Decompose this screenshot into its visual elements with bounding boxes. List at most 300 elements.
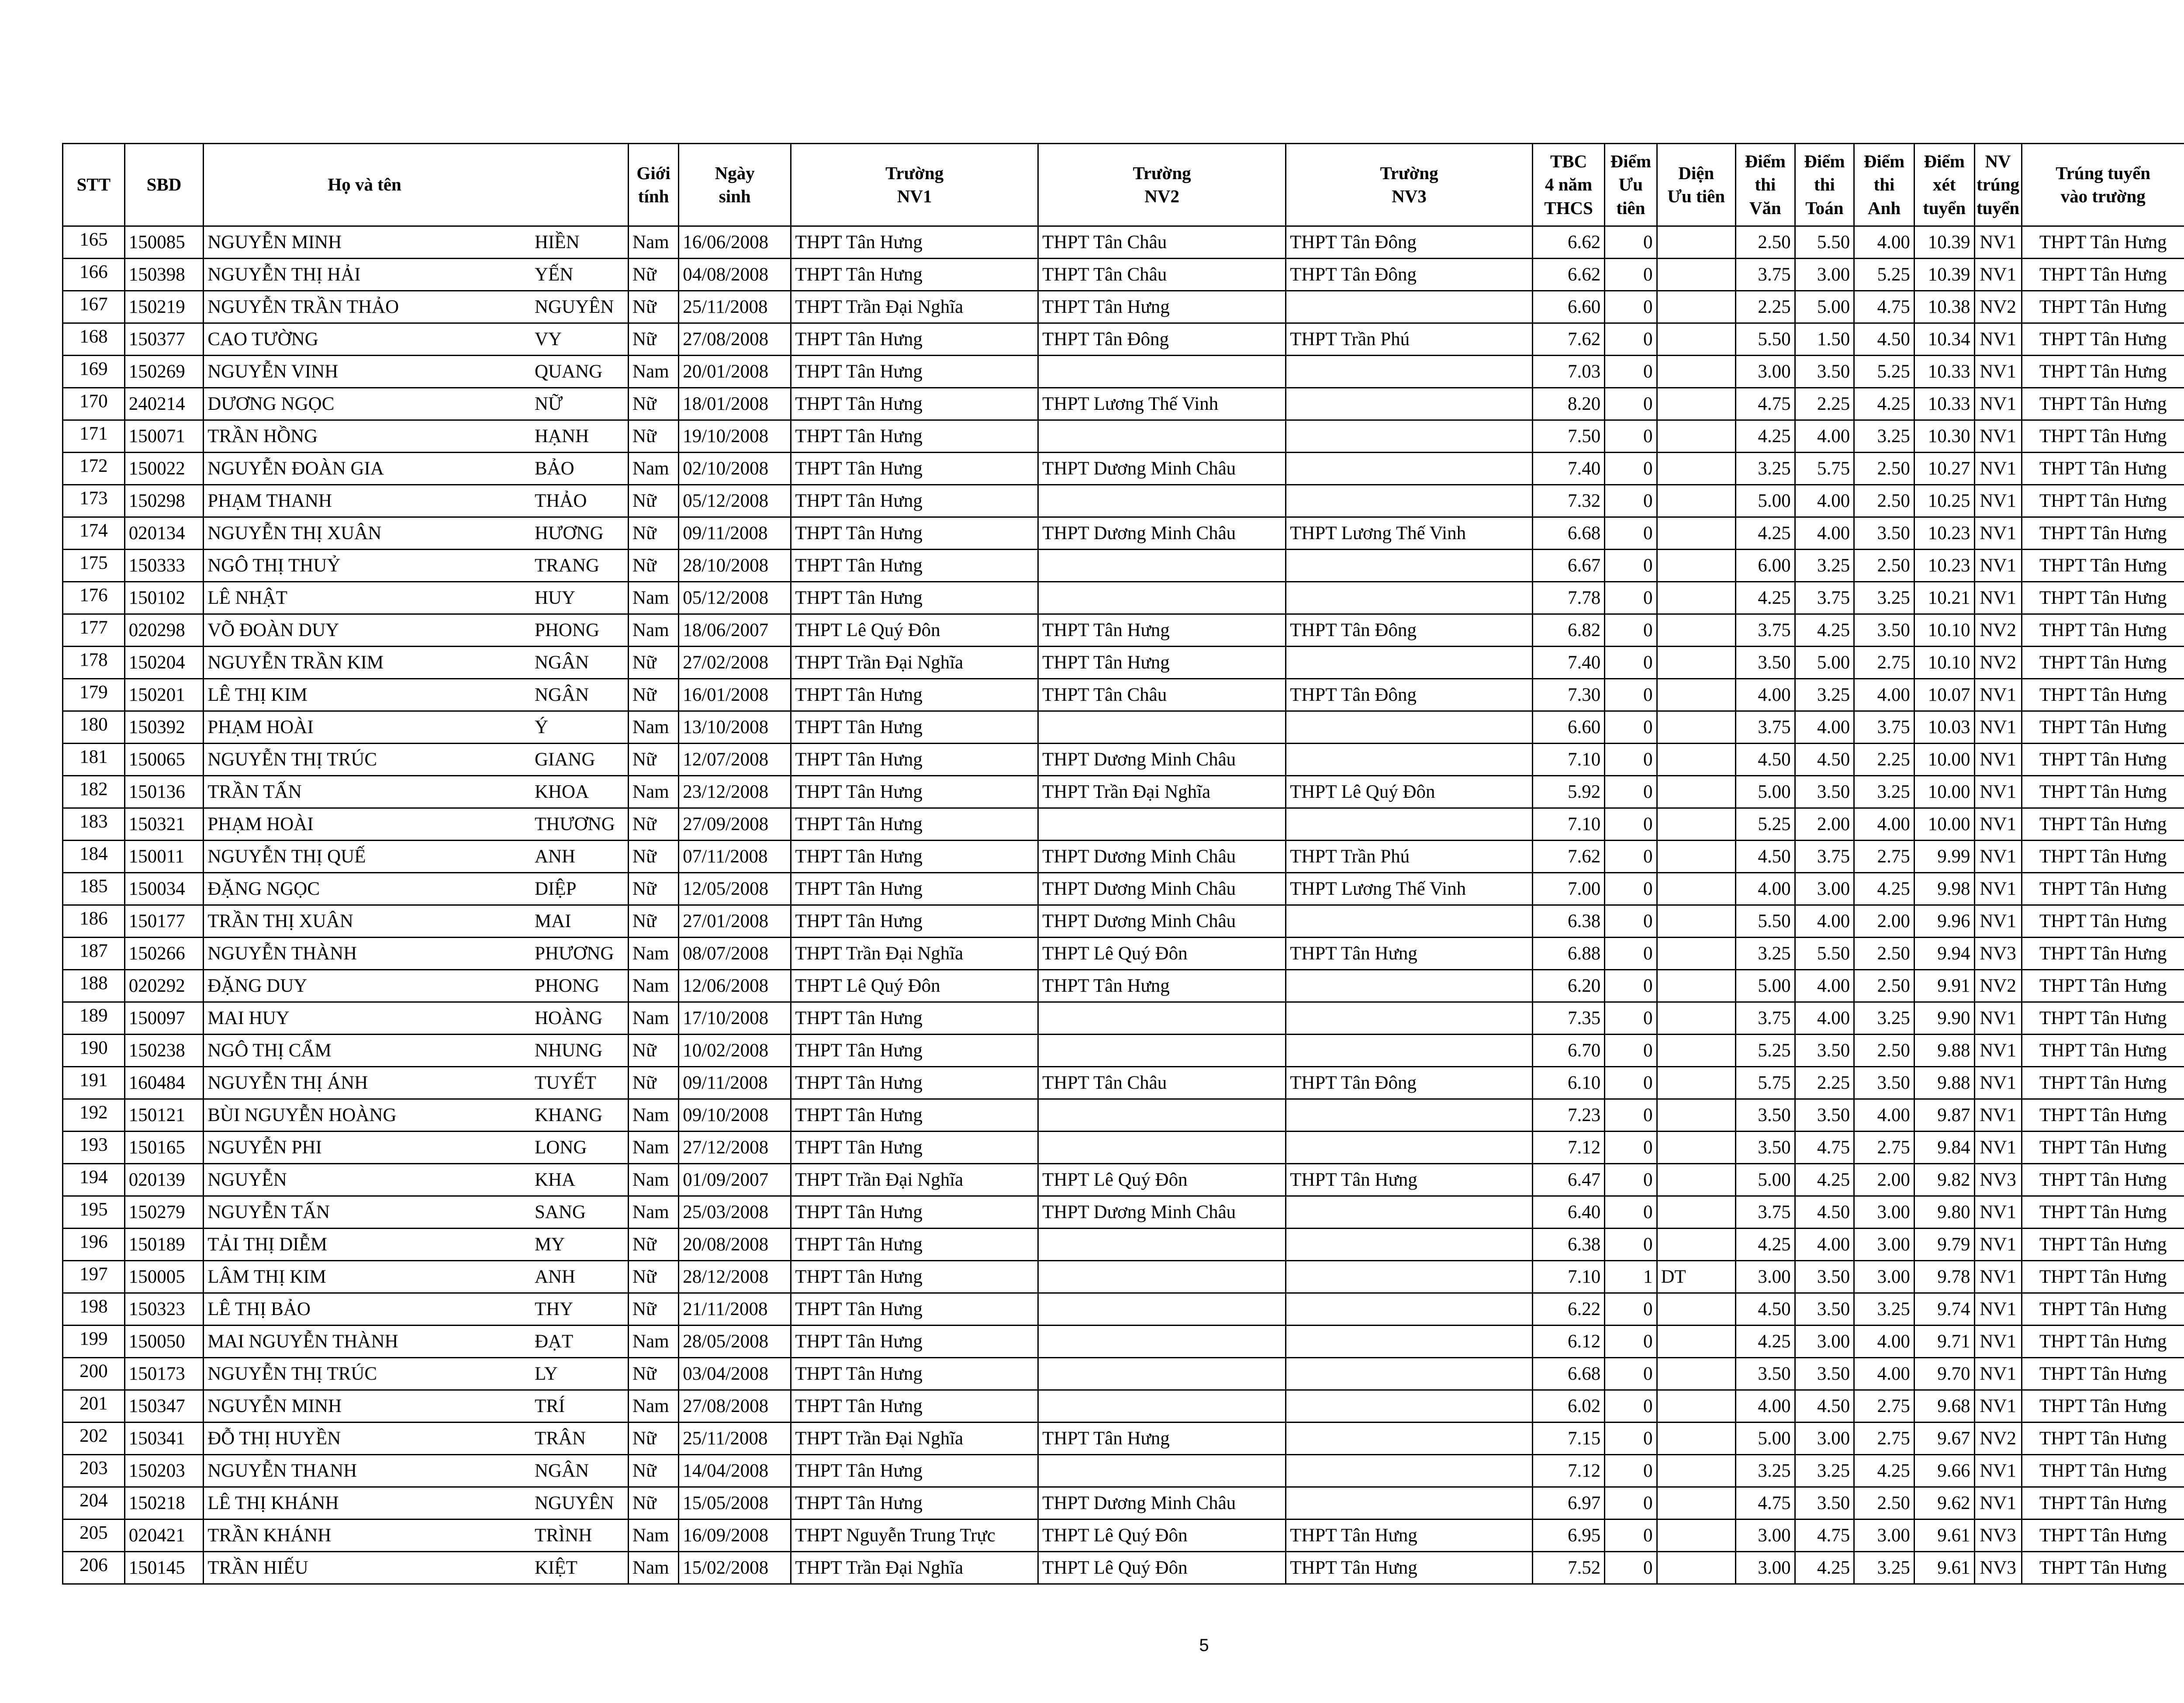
cell-gpa: 7.30 bbox=[1533, 679, 1605, 711]
cell-school-choice-1: THPT Trần Đại Nghĩa bbox=[791, 1164, 1038, 1196]
cell-admission-score: 9.88 bbox=[1914, 1035, 1974, 1067]
cell-candidate-id: 150050 bbox=[124, 1326, 203, 1358]
cell-family-and-middle-name: NGUYỄN THỊ TRÚC bbox=[204, 744, 525, 776]
cell-school-choice-3 bbox=[1286, 905, 1533, 938]
table-row bbox=[63, 388, 2184, 420]
cell-literature-score: 3.00 bbox=[1735, 1520, 1795, 1552]
cell-admitted-choice: NV2 bbox=[1974, 647, 2022, 679]
header-priority-category: Diện Ưu tiên bbox=[1657, 144, 1735, 226]
cell-priority-category bbox=[1657, 1229, 1735, 1261]
cell-math-score: 3.25 bbox=[1795, 550, 1854, 582]
cell-admitted-school: THPT Tân Hưng bbox=[2022, 776, 2184, 808]
cell-admitted-school: THPT Tân Hưng bbox=[2022, 744, 2184, 776]
cell-gender: Nữ bbox=[629, 744, 679, 776]
cell-math-score: 3.50 bbox=[1795, 1358, 1854, 1390]
cell-english-score: 2.75 bbox=[1854, 841, 1914, 873]
cell-given-name: GIANG bbox=[525, 744, 629, 776]
cell-candidate-id: 150333 bbox=[124, 550, 203, 582]
cell-priority-score: 0 bbox=[1605, 582, 1657, 614]
header-admitted-school: Trúng tuyển vào trường bbox=[2022, 144, 2184, 226]
cell-row-number: 191 bbox=[63, 1067, 125, 1099]
cell-priority-category bbox=[1657, 744, 1735, 776]
cell-english-score: 3.00 bbox=[1854, 1229, 1914, 1261]
cell-gender: Nam bbox=[629, 1552, 679, 1584]
cell-given-name: LY bbox=[525, 1358, 629, 1390]
cell-priority-score: 0 bbox=[1605, 1132, 1657, 1164]
cell-priority-category bbox=[1657, 873, 1735, 905]
cell-gpa: 6.82 bbox=[1533, 614, 1605, 647]
cell-school-choice-1: THPT Tân Hưng bbox=[791, 1390, 1038, 1423]
cell-school-choice-1: THPT Tân Hưng bbox=[791, 226, 1038, 259]
cell-admitted-school: THPT Tân Hưng bbox=[2022, 679, 2184, 711]
cell-priority-category bbox=[1657, 841, 1735, 873]
cell-family-and-middle-name: NGUYỄN THANH bbox=[204, 1455, 525, 1487]
cell-candidate-id: 150145 bbox=[124, 1552, 203, 1584]
cell-candidate-id: 150341 bbox=[124, 1423, 203, 1455]
cell-admitted-school: THPT Tân Hưng bbox=[2022, 808, 2184, 841]
cell-gender: Nữ bbox=[629, 259, 679, 291]
cell-math-score: 4.00 bbox=[1795, 517, 1854, 550]
cell-admitted-school: THPT Tân Hưng bbox=[2022, 1423, 2184, 1455]
header-name-given bbox=[525, 144, 629, 226]
header-dob: Ngày sinh bbox=[679, 144, 791, 226]
table-row bbox=[63, 1229, 2184, 1261]
cell-school-choice-3: THPT Lương Thế Vinh bbox=[1286, 873, 1533, 905]
cell-priority-score: 0 bbox=[1605, 259, 1657, 291]
cell-admitted-choice: NV1 bbox=[1974, 1487, 2022, 1520]
header-stt: STT bbox=[63, 144, 125, 226]
cell-math-score: 5.50 bbox=[1795, 226, 1854, 259]
cell-row-number: 203 bbox=[63, 1455, 125, 1487]
cell-priority-score: 0 bbox=[1605, 1002, 1657, 1035]
cell-school-choice-2 bbox=[1038, 1455, 1286, 1487]
cell-admitted-school: THPT Tân Hưng bbox=[2022, 485, 2184, 517]
cell-candidate-id: 020134 bbox=[124, 517, 203, 550]
cell-priority-category bbox=[1657, 1132, 1735, 1164]
cell-school-choice-2 bbox=[1038, 485, 1286, 517]
cell-literature-score: 4.50 bbox=[1735, 841, 1795, 873]
cell-date-of-birth: 05/12/2008 bbox=[679, 582, 791, 614]
table-body bbox=[63, 226, 2184, 1584]
cell-admitted-choice: NV1 bbox=[1974, 744, 2022, 776]
cell-school-choice-2: THPT Lê Quý Đôn bbox=[1038, 938, 1286, 970]
header-math: Điểm thi Toán bbox=[1795, 144, 1854, 226]
cell-school-choice-2: THPT Lê Quý Đôn bbox=[1038, 1552, 1286, 1584]
header-nv3: Trường NV3 bbox=[1286, 144, 1533, 226]
cell-school-choice-1: THPT Tân Hưng bbox=[791, 1035, 1038, 1067]
cell-admitted-school: THPT Tân Hưng bbox=[2022, 582, 2184, 614]
cell-row-number: 179 bbox=[63, 679, 125, 711]
cell-admitted-choice: NV1 bbox=[1974, 1326, 2022, 1358]
cell-math-score: 4.00 bbox=[1795, 1002, 1854, 1035]
table-row bbox=[63, 259, 2184, 291]
cell-math-score: 3.75 bbox=[1795, 582, 1854, 614]
cell-row-number: 190 bbox=[63, 1035, 125, 1067]
cell-gpa: 6.62 bbox=[1533, 259, 1605, 291]
cell-english-score: 3.00 bbox=[1854, 1261, 1914, 1293]
cell-admission-score: 10.30 bbox=[1914, 420, 1974, 453]
cell-admitted-school: THPT Tân Hưng bbox=[2022, 420, 2184, 453]
cell-given-name: HẠNH bbox=[525, 420, 629, 453]
cell-school-choice-3 bbox=[1286, 1229, 1533, 1261]
cell-school-choice-2 bbox=[1038, 808, 1286, 841]
cell-admitted-school: THPT Tân Hưng bbox=[2022, 323, 2184, 356]
cell-gpa: 7.50 bbox=[1533, 420, 1605, 453]
cell-school-choice-3: THPT Tân Hưng bbox=[1286, 1520, 1533, 1552]
cell-family-and-middle-name: TRẦN HIẾU bbox=[204, 1552, 525, 1584]
cell-row-number: 170 bbox=[63, 388, 125, 420]
cell-row-number: 183 bbox=[63, 808, 125, 841]
table-row bbox=[63, 550, 2184, 582]
cell-candidate-id: 150005 bbox=[124, 1261, 203, 1293]
header-english: Điểm thi Anh bbox=[1854, 144, 1914, 226]
cell-admitted-choice: NV1 bbox=[1974, 1035, 2022, 1067]
cell-family-and-middle-name: NGUYỄN MINH bbox=[204, 1390, 525, 1423]
cell-family-and-middle-name: LÊ THỊ BẢO bbox=[204, 1293, 525, 1326]
table-row bbox=[63, 1326, 2184, 1358]
cell-literature-score: 3.50 bbox=[1735, 1358, 1795, 1390]
cell-literature-score: 5.00 bbox=[1735, 970, 1795, 1002]
cell-candidate-id: 150136 bbox=[124, 776, 203, 808]
cell-date-of-birth: 03/04/2008 bbox=[679, 1358, 791, 1390]
table-row bbox=[63, 711, 2184, 744]
cell-literature-score: 3.25 bbox=[1735, 453, 1795, 485]
cell-admitted-choice: NV1 bbox=[1974, 550, 2022, 582]
cell-given-name: PHONG bbox=[525, 970, 629, 1002]
cell-gender: Nam bbox=[629, 356, 679, 388]
cell-priority-category bbox=[1657, 614, 1735, 647]
cell-admitted-school: THPT Tân Hưng bbox=[2022, 453, 2184, 485]
cell-english-score: 2.25 bbox=[1854, 744, 1914, 776]
table-row bbox=[63, 1196, 2184, 1229]
cell-date-of-birth: 12/06/2008 bbox=[679, 970, 791, 1002]
cell-priority-category bbox=[1657, 453, 1735, 485]
cell-school-choice-3 bbox=[1286, 1326, 1533, 1358]
cell-priority-category bbox=[1657, 808, 1735, 841]
cell-school-choice-3: THPT Tân Đông bbox=[1286, 679, 1533, 711]
cell-priority-score: 0 bbox=[1605, 1423, 1657, 1455]
cell-date-of-birth: 28/12/2008 bbox=[679, 1261, 791, 1293]
cell-school-choice-1: THPT Tân Hưng bbox=[791, 259, 1038, 291]
cell-school-choice-1: THPT Lê Quý Đôn bbox=[791, 970, 1038, 1002]
cell-priority-category bbox=[1657, 647, 1735, 679]
cell-school-choice-1: THPT Lê Quý Đôn bbox=[791, 614, 1038, 647]
cell-gpa: 7.35 bbox=[1533, 1002, 1605, 1035]
cell-priority-category bbox=[1657, 226, 1735, 259]
cell-date-of-birth: 27/02/2008 bbox=[679, 647, 791, 679]
cell-school-choice-3 bbox=[1286, 550, 1533, 582]
cell-admission-score: 9.79 bbox=[1914, 1229, 1974, 1261]
cell-school-choice-1: THPT Tân Hưng bbox=[791, 420, 1038, 453]
cell-school-choice-2: THPT Dương Minh Châu bbox=[1038, 1487, 1286, 1520]
cell-given-name: THY bbox=[525, 1293, 629, 1326]
cell-school-choice-1: THPT Tân Hưng bbox=[791, 453, 1038, 485]
table-row bbox=[63, 1487, 2184, 1520]
cell-admitted-school: THPT Tân Hưng bbox=[2022, 970, 2184, 1002]
cell-candidate-id: 020139 bbox=[124, 1164, 203, 1196]
cell-row-number: 204 bbox=[63, 1487, 125, 1520]
cell-school-choice-3: THPT Tân Đông bbox=[1286, 1067, 1533, 1099]
cell-row-number: 167 bbox=[63, 291, 125, 323]
cell-literature-score: 5.50 bbox=[1735, 323, 1795, 356]
cell-gender: Nam bbox=[629, 776, 679, 808]
cell-family-and-middle-name: NGUYỄN TẤN bbox=[204, 1196, 525, 1229]
table-row bbox=[63, 808, 2184, 841]
cell-school-choice-3 bbox=[1286, 647, 1533, 679]
cell-math-score: 4.50 bbox=[1795, 1390, 1854, 1423]
cell-family-and-middle-name: ĐẶNG NGỌC bbox=[204, 873, 525, 905]
cell-row-number: 176 bbox=[63, 582, 125, 614]
cell-family-and-middle-name: NGUYỄN THỊ QUẾ bbox=[204, 841, 525, 873]
cell-admission-score: 10.34 bbox=[1914, 323, 1974, 356]
cell-gender: Nữ bbox=[629, 1293, 679, 1326]
cell-priority-category bbox=[1657, 1487, 1735, 1520]
cell-admitted-school: THPT Tân Hưng bbox=[2022, 1002, 2184, 1035]
cell-admitted-choice: NV3 bbox=[1974, 1164, 2022, 1196]
cell-english-score: 2.50 bbox=[1854, 1035, 1914, 1067]
cell-school-choice-1: THPT Tân Hưng bbox=[791, 582, 1038, 614]
table-row bbox=[63, 1455, 2184, 1487]
cell-priority-score: 0 bbox=[1605, 776, 1657, 808]
cell-row-number: 172 bbox=[63, 453, 125, 485]
cell-admitted-choice: NV1 bbox=[1974, 453, 2022, 485]
cell-school-choice-3: THPT Tân Hưng bbox=[1286, 1164, 1533, 1196]
cell-admission-score: 10.00 bbox=[1914, 744, 1974, 776]
cell-admission-score: 10.33 bbox=[1914, 356, 1974, 388]
cell-candidate-id: 150011 bbox=[124, 841, 203, 873]
cell-family-and-middle-name: NGUYỄN THÀNH bbox=[204, 938, 525, 970]
cell-admitted-choice: NV1 bbox=[1974, 1293, 2022, 1326]
cell-gpa: 6.60 bbox=[1533, 291, 1605, 323]
cell-english-score: 2.50 bbox=[1854, 938, 1914, 970]
cell-literature-score: 3.25 bbox=[1735, 1455, 1795, 1487]
cell-english-score: 4.00 bbox=[1854, 226, 1914, 259]
cell-admitted-choice: NV1 bbox=[1974, 1196, 2022, 1229]
cell-date-of-birth: 18/06/2007 bbox=[679, 614, 791, 647]
cell-school-choice-2: THPT Dương Minh Châu bbox=[1038, 841, 1286, 873]
cell-row-number: 188 bbox=[63, 970, 125, 1002]
cell-math-score: 3.25 bbox=[1795, 1455, 1854, 1487]
cell-row-number: 182 bbox=[63, 776, 125, 808]
cell-admitted-school: THPT Tân Hưng bbox=[2022, 517, 2184, 550]
cell-math-score: 3.50 bbox=[1795, 1099, 1854, 1132]
cell-gpa: 6.70 bbox=[1533, 1035, 1605, 1067]
table-row bbox=[63, 841, 2184, 873]
cell-row-number: 178 bbox=[63, 647, 125, 679]
cell-school-choice-1: THPT Tân Hưng bbox=[791, 485, 1038, 517]
cell-admission-score: 9.70 bbox=[1914, 1358, 1974, 1390]
cell-row-number: 177 bbox=[63, 614, 125, 647]
cell-family-and-middle-name: NGUYỄN TRẦN KIM bbox=[204, 647, 525, 679]
cell-gpa: 7.10 bbox=[1533, 808, 1605, 841]
cell-family-and-middle-name: MAI NGUYỄN THÀNH bbox=[204, 1326, 525, 1358]
cell-admitted-school: THPT Tân Hưng bbox=[2022, 1132, 2184, 1164]
cell-candidate-id: 150071 bbox=[124, 420, 203, 453]
table-row bbox=[63, 1164, 2184, 1196]
cell-admitted-school: THPT Tân Hưng bbox=[2022, 1261, 2184, 1293]
table-row bbox=[63, 970, 2184, 1002]
cell-admission-score: 9.68 bbox=[1914, 1390, 1974, 1423]
cell-family-and-middle-name: CAO TƯỜNG bbox=[204, 323, 525, 356]
cell-literature-score: 3.00 bbox=[1735, 356, 1795, 388]
cell-admission-score: 10.10 bbox=[1914, 614, 1974, 647]
cell-given-name: HOÀNG bbox=[525, 1002, 629, 1035]
cell-family-and-middle-name: NGUYỄN THỊ HẢI bbox=[204, 259, 525, 291]
table-row bbox=[63, 1390, 2184, 1423]
cell-english-score: 4.00 bbox=[1854, 1326, 1914, 1358]
cell-admitted-school: THPT Tân Hưng bbox=[2022, 1326, 2184, 1358]
cell-date-of-birth: 04/08/2008 bbox=[679, 259, 791, 291]
cell-school-choice-3 bbox=[1286, 1132, 1533, 1164]
cell-priority-score: 0 bbox=[1605, 1390, 1657, 1423]
cell-candidate-id: 240214 bbox=[124, 388, 203, 420]
cell-english-score: 5.25 bbox=[1854, 356, 1914, 388]
cell-priority-category bbox=[1657, 259, 1735, 291]
cell-gpa: 7.62 bbox=[1533, 841, 1605, 873]
cell-gpa: 6.22 bbox=[1533, 1293, 1605, 1326]
cell-literature-score: 5.75 bbox=[1735, 1067, 1795, 1099]
cell-school-choice-2: THPT Tân Châu bbox=[1038, 259, 1286, 291]
table-row bbox=[63, 1002, 2184, 1035]
cell-school-choice-1: THPT Tân Hưng bbox=[791, 841, 1038, 873]
cell-math-score: 3.50 bbox=[1795, 356, 1854, 388]
cell-school-choice-2: THPT Tân Châu bbox=[1038, 679, 1286, 711]
cell-priority-score: 0 bbox=[1605, 1487, 1657, 1520]
cell-literature-score: 3.50 bbox=[1735, 1132, 1795, 1164]
cell-math-score: 4.25 bbox=[1795, 1164, 1854, 1196]
cell-admitted-school: THPT Tân Hưng bbox=[2022, 1552, 2184, 1584]
cell-literature-score: 2.25 bbox=[1735, 291, 1795, 323]
cell-row-number: 166 bbox=[63, 259, 125, 291]
cell-given-name: ĐẠT bbox=[525, 1326, 629, 1358]
cell-english-score: 4.25 bbox=[1854, 873, 1914, 905]
cell-school-choice-2 bbox=[1038, 1358, 1286, 1390]
cell-gender: Nữ bbox=[629, 1067, 679, 1099]
cell-candidate-id: 150321 bbox=[124, 808, 203, 841]
cell-school-choice-3 bbox=[1286, 388, 1533, 420]
cell-school-choice-2: THPT Tân Hưng bbox=[1038, 291, 1286, 323]
cell-row-number: 198 bbox=[63, 1293, 125, 1326]
cell-school-choice-3 bbox=[1286, 1423, 1533, 1455]
cell-priority-score: 0 bbox=[1605, 226, 1657, 259]
cell-school-choice-2 bbox=[1038, 1293, 1286, 1326]
cell-priority-score: 0 bbox=[1605, 1520, 1657, 1552]
cell-school-choice-1: THPT Tân Hưng bbox=[791, 1132, 1038, 1164]
cell-gender: Nam bbox=[629, 1326, 679, 1358]
cell-math-score: 3.75 bbox=[1795, 841, 1854, 873]
cell-given-name: TRÂN bbox=[525, 1423, 629, 1455]
cell-admission-score: 9.90 bbox=[1914, 1002, 1974, 1035]
cell-gpa: 6.68 bbox=[1533, 517, 1605, 550]
cell-school-choice-3: THPT Tân Đông bbox=[1286, 259, 1533, 291]
cell-gpa: 6.95 bbox=[1533, 1520, 1605, 1552]
cell-gender: Nam bbox=[629, 1520, 679, 1552]
cell-gpa: 7.03 bbox=[1533, 356, 1605, 388]
cell-admitted-choice: NV2 bbox=[1974, 1423, 2022, 1455]
cell-given-name: TUYẾT bbox=[525, 1067, 629, 1099]
cell-given-name: NGÂN bbox=[525, 679, 629, 711]
cell-gpa: 6.88 bbox=[1533, 938, 1605, 970]
cell-english-score: 4.00 bbox=[1854, 679, 1914, 711]
cell-gpa: 7.62 bbox=[1533, 323, 1605, 356]
cell-school-choice-1: THPT Tân Hưng bbox=[791, 550, 1038, 582]
cell-admitted-choice: NV1 bbox=[1974, 485, 2022, 517]
cell-family-and-middle-name: NGUYỄN TRẦN THẢO bbox=[204, 291, 525, 323]
cell-row-number: 186 bbox=[63, 905, 125, 938]
cell-school-choice-1: THPT Tân Hưng bbox=[791, 744, 1038, 776]
cell-english-score: 2.75 bbox=[1854, 647, 1914, 679]
cell-school-choice-2 bbox=[1038, 1229, 1286, 1261]
cell-school-choice-1: THPT Tân Hưng bbox=[791, 808, 1038, 841]
cell-date-of-birth: 13/10/2008 bbox=[679, 711, 791, 744]
page-number: 5 bbox=[1199, 1636, 1209, 1655]
cell-school-choice-3: THPT Tân Hưng bbox=[1286, 938, 1533, 970]
cell-school-choice-3: THPT Tân Hưng bbox=[1286, 1552, 1533, 1584]
cell-school-choice-3 bbox=[1286, 1487, 1533, 1520]
cell-school-choice-1: THPT Tân Hưng bbox=[791, 776, 1038, 808]
cell-school-choice-1: THPT Trần Đại Nghĩa bbox=[791, 938, 1038, 970]
cell-priority-score: 0 bbox=[1605, 550, 1657, 582]
table-row bbox=[63, 1358, 2184, 1390]
cell-english-score: 2.75 bbox=[1854, 1132, 1914, 1164]
cell-priority-score: 0 bbox=[1605, 1293, 1657, 1326]
cell-literature-score: 3.75 bbox=[1735, 1002, 1795, 1035]
cell-math-score: 4.25 bbox=[1795, 614, 1854, 647]
cell-literature-score: 4.25 bbox=[1735, 1229, 1795, 1261]
cell-admitted-school: THPT Tân Hưng bbox=[2022, 1229, 2184, 1261]
cell-date-of-birth: 09/10/2008 bbox=[679, 1099, 791, 1132]
cell-math-score: 4.50 bbox=[1795, 1196, 1854, 1229]
cell-given-name: KIỆT bbox=[525, 1552, 629, 1584]
cell-math-score: 1.50 bbox=[1795, 323, 1854, 356]
cell-candidate-id: 150204 bbox=[124, 647, 203, 679]
cell-given-name: PHONG bbox=[525, 614, 629, 647]
cell-admitted-choice: NV1 bbox=[1974, 873, 2022, 905]
cell-gpa: 7.10 bbox=[1533, 744, 1605, 776]
cell-admitted-choice: NV1 bbox=[1974, 582, 2022, 614]
cell-admitted-school: THPT Tân Hưng bbox=[2022, 647, 2184, 679]
cell-admission-score: 9.87 bbox=[1914, 1099, 1974, 1132]
cell-school-choice-2: THPT Dương Minh Châu bbox=[1038, 453, 1286, 485]
cell-given-name: LONG bbox=[525, 1132, 629, 1164]
cell-gpa: 6.68 bbox=[1533, 1358, 1605, 1390]
cell-date-of-birth: 09/11/2008 bbox=[679, 1067, 791, 1099]
cell-school-choice-1: THPT Trần Đại Nghĩa bbox=[791, 1552, 1038, 1584]
cell-row-number: 187 bbox=[63, 938, 125, 970]
cell-math-score: 5.00 bbox=[1795, 647, 1854, 679]
cell-given-name: NGÂN bbox=[525, 647, 629, 679]
cell-row-number: 180 bbox=[63, 711, 125, 744]
table-row bbox=[63, 1293, 2184, 1326]
cell-admitted-choice: NV1 bbox=[1974, 679, 2022, 711]
header-literature: Điểm thi Văn bbox=[1735, 144, 1795, 226]
cell-date-of-birth: 28/10/2008 bbox=[679, 550, 791, 582]
cell-priority-score: 0 bbox=[1605, 323, 1657, 356]
cell-admitted-choice: NV1 bbox=[1974, 420, 2022, 453]
cell-school-choice-2: THPT Tân Châu bbox=[1038, 1067, 1286, 1099]
cell-school-choice-2: THPT Dương Minh Châu bbox=[1038, 517, 1286, 550]
cell-english-score: 3.50 bbox=[1854, 614, 1914, 647]
cell-school-choice-3 bbox=[1286, 711, 1533, 744]
cell-date-of-birth: 15/02/2008 bbox=[679, 1552, 791, 1584]
header-nv2: Trường NV2 bbox=[1038, 144, 1286, 226]
cell-date-of-birth: 27/08/2008 bbox=[679, 323, 791, 356]
cell-english-score: 2.50 bbox=[1854, 550, 1914, 582]
cell-gpa: 6.60 bbox=[1533, 711, 1605, 744]
table-row bbox=[63, 1520, 2184, 1552]
cell-date-of-birth: 21/11/2008 bbox=[679, 1293, 791, 1326]
cell-school-choice-3 bbox=[1286, 1196, 1533, 1229]
